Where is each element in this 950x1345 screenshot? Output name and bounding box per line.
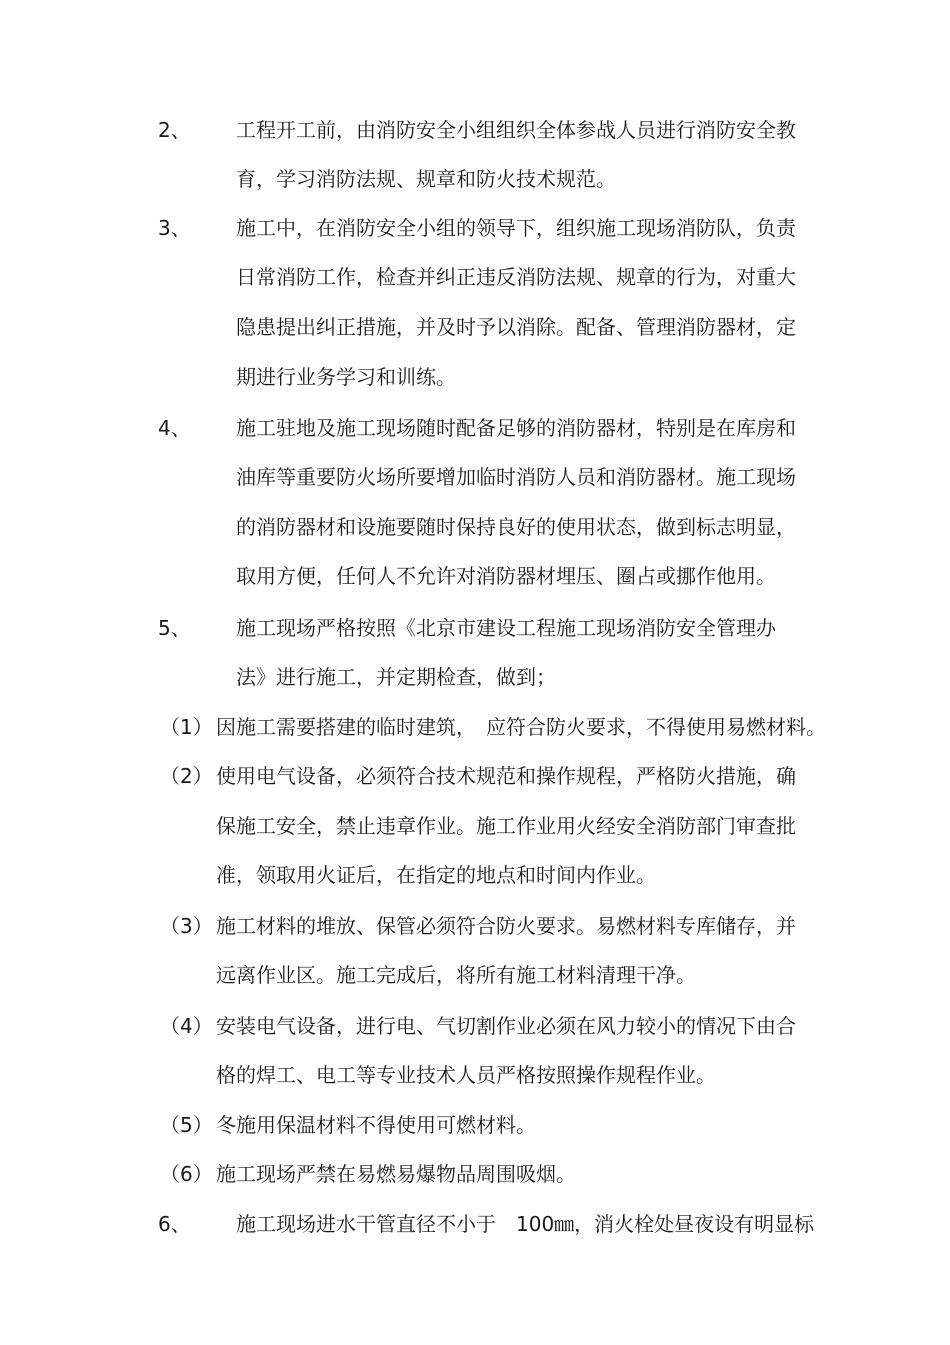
sub-item-number: （3） xyxy=(160,914,213,938)
sub-item-text-line: 格的焊工、电工等专业技术人员严格按照操作规程作业。 xyxy=(216,1063,716,1087)
sub-item-number: （5） xyxy=(160,1113,213,1137)
sub-item-text-line: 施工现场严禁在易燃易爆物品周围吸烟。 xyxy=(216,1162,576,1186)
sub-item-text-line: 远离作业区。施工完成后，将所有施工材料清理干净。 xyxy=(216,963,696,987)
item-text-line: 施工现场严格按照《北京市建设工程施工现场消防安全管理办 xyxy=(236,616,776,640)
item-text-line: 施工现场进水干管直径不小于 100㎜，消火栓处昼夜设有明显标 xyxy=(236,1212,815,1236)
item-number: 3、 xyxy=(158,216,191,240)
item-number: 4、 xyxy=(158,416,191,440)
item-text-line: 的消防器材和设施要随时保持良好的使用状态，做到标志明显， xyxy=(236,515,796,539)
sub-item-number: （4） xyxy=(160,1014,213,1038)
item-text-line: 隐患提出纠正措施，并及时予以消除。配备、管理消防器材，定 xyxy=(236,315,796,339)
sub-item-number: （1） xyxy=(160,715,213,739)
sub-item-text-line: 保施工安全，禁止违章作业。施工作业用火经安全消防部门审查批 xyxy=(216,814,796,838)
item-text-line: 油库等重要防火场所要增加临时消防人员和消防器材。施工现场 xyxy=(236,465,796,489)
item-text-line: 日常消防工作，检查并纠正违反消防法规、规章的行为，对重大 xyxy=(236,265,796,289)
sub-item-text-line: 施工材料的堆放、保管必须符合防火要求。易燃材料专库储存，并 xyxy=(216,914,796,938)
sub-item-number: （2） xyxy=(160,764,213,788)
sub-item-text-line: 准，领取用火证后，在指定的地点和时间内作业。 xyxy=(216,863,656,887)
item-number: 5、 xyxy=(158,616,191,640)
item-text-line: 法》进行施工，并定期检查，做到； xyxy=(236,665,556,689)
sub-item-text-line: 使用电气设备，必须符合技术规范和操作规程，严格防火措施，确 xyxy=(216,764,796,788)
sub-item-text-line: 冬施用保温材料不得使用可燃材料。 xyxy=(216,1113,536,1137)
item-text-line: 期进行业务学习和训练。 xyxy=(236,365,456,389)
sub-item-text-line: 因施工需要搭建的临时建筑， 应符合防火要求，不得使用易燃材料。 xyxy=(216,715,826,739)
sub-item-number: （6） xyxy=(160,1162,213,1186)
item-text-line: 工程开工前，由消防安全小组组织全体参战人员进行消防安全教 xyxy=(236,118,796,142)
item-text-line: 育，学习消防法规、规章和防火技术规范。 xyxy=(236,167,616,191)
item-text-line: 施工中，在消防安全小组的领导下，组织施工现场消防队，负责 xyxy=(236,216,796,240)
sub-item-text-line: 安装电气设备，进行电、气切割作业必须在风力较小的情况下由合 xyxy=(216,1014,796,1038)
item-number: 6、 xyxy=(158,1212,191,1236)
item-text-line: 取用方便，任何人不允许对消防器材埋压、圈占或挪作他用。 xyxy=(236,564,776,588)
item-text-line: 施工驻地及施工现场随时配备足够的消防器材，特别是在库房和 xyxy=(236,416,796,440)
item-number: 2、 xyxy=(158,118,191,142)
